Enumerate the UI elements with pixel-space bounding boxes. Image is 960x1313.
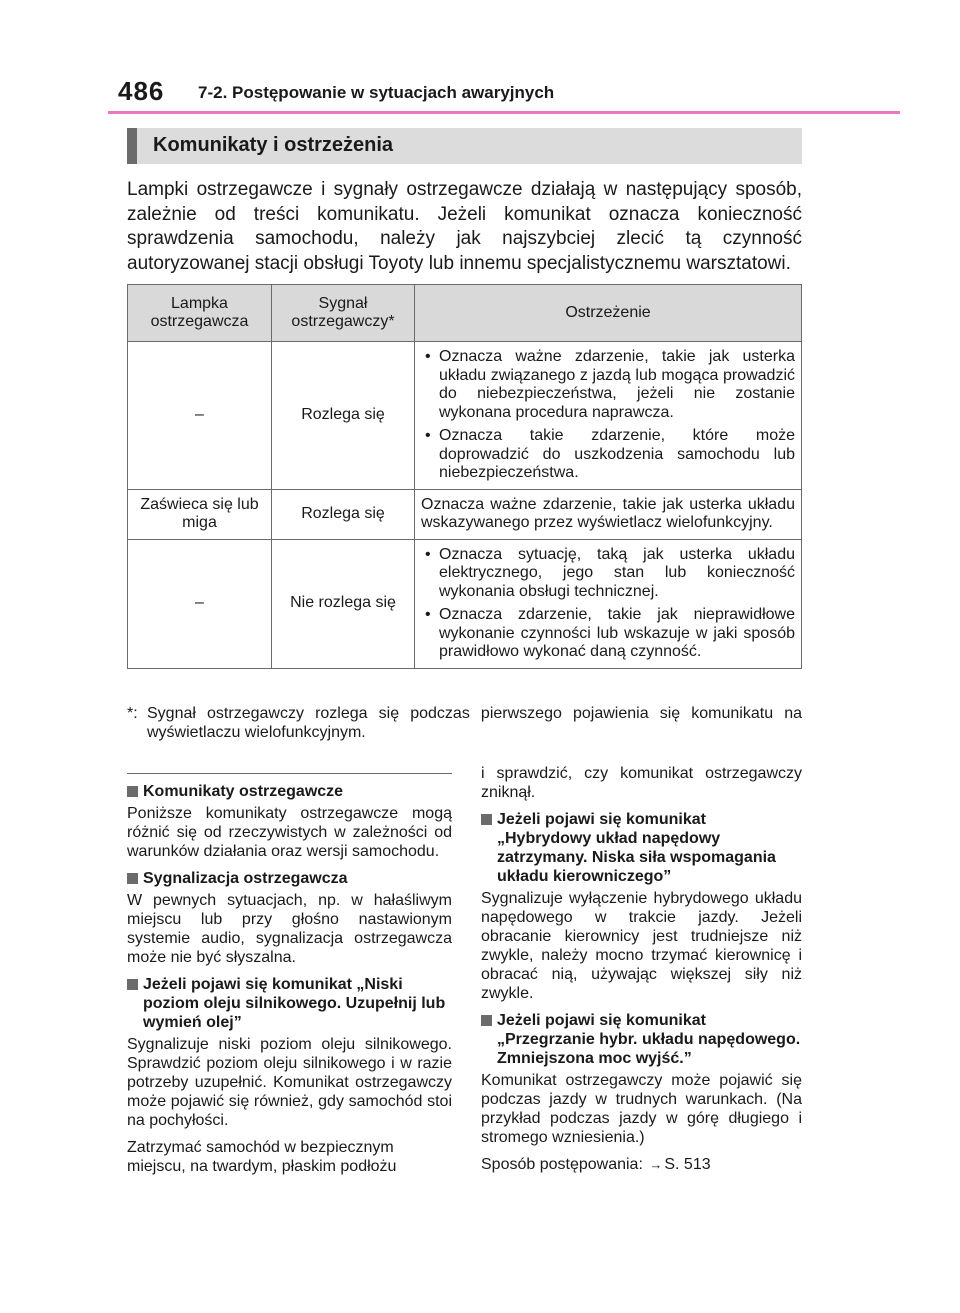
left-column xyxy=(127,782,452,1184)
paragraph: Komunikat ostrzegawczy może pojawić się podczas jazdy w trudnych warunkach. (Na przykład podczas jazdy w górę długiego i stromego wzniesienia.) xyxy=(481,1072,802,1146)
column-divider xyxy=(127,773,452,774)
lamp-cell: – xyxy=(128,539,272,668)
subheading-hybrid-stopped: Jeżeli pojawi się komunikat „Hybrydowy układ napędowy zatrzymany. Niska siła wspomagania układu kierowniczego” xyxy=(481,810,802,886)
warning-cell xyxy=(415,539,802,668)
procedure-reference xyxy=(481,1155,802,1174)
paragraph: Sygnalizuje wyłączenie hybrydowego układu napędowego w trakcie jazdy. Jeżeli obracanie kierownicy jest trudniejsze niż zwykle, należy mocno trzymać kierownicę i obracać nią, używając większej siły niż zwykle. xyxy=(481,890,802,1002)
section-title: Komunikaty i ostrzeżenia xyxy=(153,134,394,156)
warning-item: • Oznacza ważne zdarzenie, takie jak usterka układu związanego z jazdą lub mogąca prowadzić do niebezpieczeństwa, jeżeli nie zostanie wykonana procedura naprawcza. xyxy=(421,348,795,422)
subheading-warnings: Komunikaty ostrzegawcze xyxy=(127,782,452,801)
header-rule xyxy=(108,111,900,114)
subheading-hybrid-overheat: Jeżeli pojawi się komunikat „Przegrzanie hybr. układu napędowego. Zmniejszona moc wyjść.” xyxy=(481,1011,802,1068)
table-row xyxy=(128,539,802,668)
subheading-low-oil: Jeżeli pojawi się komunikat „Niski poziom oleju silnikowego. Uzupełnij lub wymień olej” xyxy=(127,975,452,1032)
arrow-icon: → xyxy=(649,1157,663,1172)
warning-item: • Oznacza sytuację, taką jak usterka układu elektrycznego, jego stan lub konieczność wykonania obsługi technicznej. xyxy=(421,546,795,602)
header-warning: Ostrzeżenie xyxy=(415,285,802,342)
table-row xyxy=(128,342,802,490)
page-number: 486 xyxy=(118,76,165,106)
warning-list xyxy=(421,348,795,483)
right-column xyxy=(481,764,802,1182)
table-row xyxy=(128,489,802,539)
footnote-mark: *: xyxy=(127,705,138,722)
subheading-signaling: Sygnalizacja ostrzegawcza xyxy=(127,869,452,888)
intro-paragraph: Lampki ostrzegawcze i sygnały ostrzegawcze działają w następujący sposób, zależnie od treści komunikatu. Jeżeli komunikat oznacza konieczność sprawdzenia samochodu, należy jak najszybciej zlecić tą czynność autoryzowanej stacji obsługi Toyoty lub innemu specjalistycznemu warsztatowi. xyxy=(127,179,802,274)
footnote xyxy=(127,704,802,742)
paragraph: Sygnalizuje niski poziom oleju silnikowego. Sprawdzić poziom oleju silnikowego i w razie potrzeby uzupełnić. Komunikat ostrzegawczy może pojawić się również, gdy samochód stoi na pochyłości. xyxy=(127,1036,452,1129)
paragraph: i sprawdzić, czy komunikat ostrzegawczy zniknął. xyxy=(481,765,802,801)
paragraph: W pewnych sytuacjach, np. w hałaśliwym miejscu lub przy głośno nastawionym systemie audio, sygnalizacja ostrzegawcza może nie być słyszalna. xyxy=(127,892,452,966)
footnote-text: Sygnał ostrzegawczy rozlega się podczas pierwszego pojawienia się komunikatu na wyświetlaczu wielofunkcyjnym. xyxy=(147,705,802,741)
reference-label: Sposób postępowania: xyxy=(481,1156,643,1173)
warning-table xyxy=(127,284,802,669)
paragraph: Poniższe komunikaty ostrzegawcze mogą różnić się od rzeczywistych w zależności od warunków działania oraz wersji samochodu. xyxy=(127,805,452,860)
warning-cell: Oznacza ważne zdarzenie, takie jak usterka układu wskazywanego przez wyświetlacz wielofunkcyjny. xyxy=(415,489,802,539)
page-reference-link[interactable]: S. 513 xyxy=(664,1156,711,1173)
signal-cell: Rozlega się xyxy=(272,489,415,539)
warning-cell xyxy=(415,342,802,490)
lamp-cell: – xyxy=(128,342,272,490)
warning-item: • Oznacza takie zdarzenie, które może doprowadzić do uszkodzenia samochodu lub niebezpieczeństwa. xyxy=(421,427,795,483)
header-signal: Sygnał ostrzegawczy* xyxy=(272,285,415,342)
header-lamp: Lampka ostrzegawcza xyxy=(128,285,272,342)
section-bar xyxy=(127,128,802,164)
table-header-row xyxy=(128,285,802,342)
signal-cell: Rozlega się xyxy=(272,342,415,490)
paragraph: Zatrzymać samochód w bezpiecznym miejscu, na twardym, płaskim podłożu xyxy=(127,1139,397,1175)
warning-item: • Oznacza zdarzenie, takie jak nieprawidłowe wykonanie czynności lub wskazuje w jaki sposób prawidłowo wykonać daną czynność. xyxy=(421,606,795,662)
warning-list xyxy=(421,546,795,662)
lamp-cell: Zaświeca się lub miga xyxy=(128,489,272,539)
chapter-title: 7-2. Postępowanie w sytuacjach awaryjnych xyxy=(198,83,555,102)
signal-cell: Nie rozlega się xyxy=(272,539,415,668)
